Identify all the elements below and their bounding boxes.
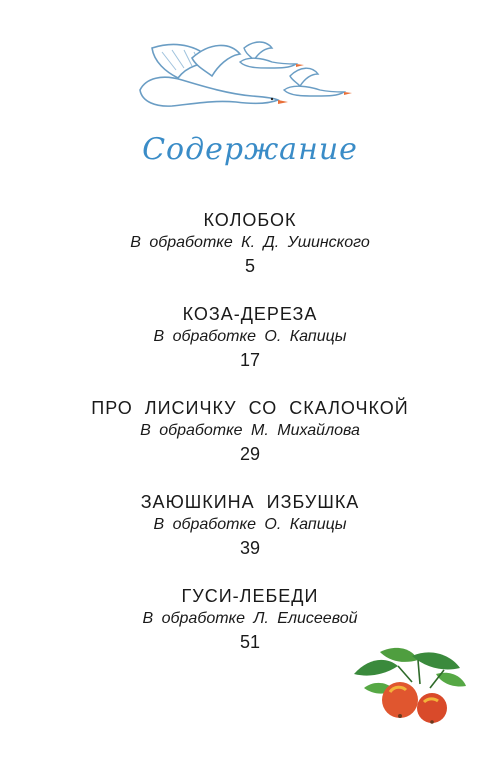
page-number: 51 (239, 632, 261, 652)
story-adaptation: В обработке О. Капицы (153, 516, 347, 533)
story-title[interactable]: КОЛОБОК (203, 210, 297, 230)
page-number: 17 (239, 350, 261, 370)
swans-illustration (132, 36, 354, 114)
story-adaptation: В обработке Л. Елисеевой (142, 610, 358, 627)
story-title[interactable]: ЗАЮШКИНА ИЗБУШКА (140, 492, 360, 512)
page-number: 29 (239, 444, 261, 464)
toc-entry[interactable] (0, 396, 500, 466)
toc-entry[interactable] (0, 302, 500, 372)
apples-illustration (350, 644, 468, 728)
story-adaptation: В обработке К. Д. Ушинского (130, 234, 370, 251)
page-number: 39 (239, 538, 261, 558)
contents-heading: Содержание (142, 132, 358, 167)
story-adaptation: В обработке М. Михайлова (140, 422, 360, 439)
story-adaptation: В обработке О. Капицы (153, 328, 347, 345)
toc-entry[interactable] (0, 490, 500, 560)
story-title[interactable]: ПРО ЛИСИЧКУ СО СКАЛОЧКОЙ (91, 398, 409, 418)
story-title[interactable]: ГУСИ-ЛЕБЕДИ (181, 586, 319, 606)
page-number: 5 (244, 256, 255, 276)
story-title[interactable]: КОЗА-ДЕРЕЗА (182, 304, 318, 324)
toc-entry[interactable] (0, 208, 500, 278)
